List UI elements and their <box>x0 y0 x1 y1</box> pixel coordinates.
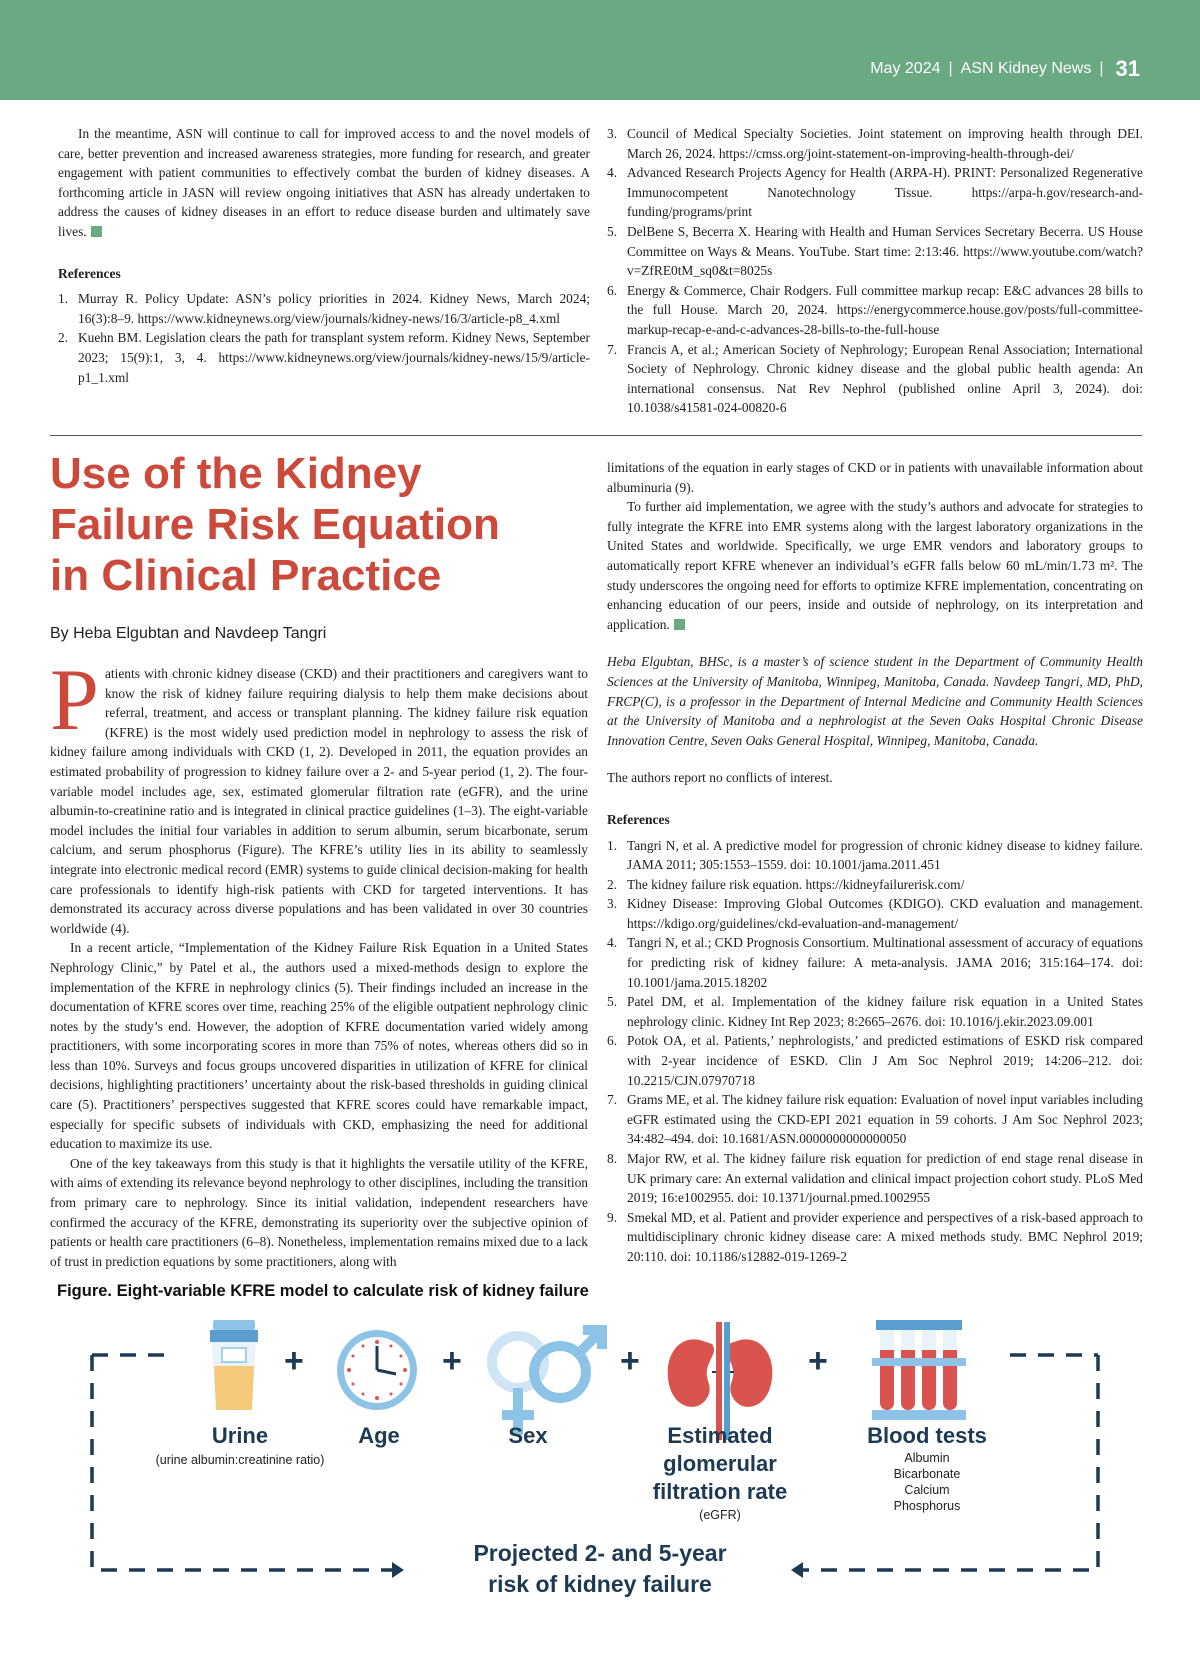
kfre-figure <box>0 1300 1200 1657</box>
page-number: 31 <box>1115 56 1140 81</box>
blood-tests-list: Albumin Bicarbonate Calcium Phosphorus <box>893 1451 961 1513</box>
article-title: Use of the Kidney Failure Risk Equation in Clinical Practice <box>50 449 500 600</box>
outcome-label: Projected 2- and 5-year risk of kidney failure <box>473 1540 727 1597</box>
reference-item: 9. Smekal MD, et al. Patient and provider experience and perspectives of a risk-based approach to multidisciplinary chronic kidney disease care: A mixed methods study. BMC Nephrol 2019; 20:110. doi: 10.1186/s12882-019-1269-2 <box>607 1209 1143 1264</box>
prev-article-right-column <box>607 124 1143 418</box>
plus-sign: + <box>808 1342 828 1380</box>
article-byline: By Heba Elgubtan and Navdeep Tangri <box>50 625 327 642</box>
reference-item: 6. Potok OA, et al. Patients,’ nephrologists,’ and predicted estimations of ESKD risk compared with 2-year incidence of ESKD. Clin J Am Soc Nephrol 2019; 14:206–212. doi: 10.2215/CJN.07970718 <box>607 1033 1143 1088</box>
article-paragraph-3: One of the key takeaways from this study is that it highlights the versatile utility of the KFRE, with aims of extending its relevance beyond nephrology to other disciplines, including the transition from primary care to nephrology. Since its initial validation, independent researchers have confirmed the accuracy of the KFRE, demonstrating its superiority over the subjective opinion of patients or health care practitioners (6–8). Nonetheless, implementation remains mixed due to a lack of trust in prediction equations by some practitioners, along with <box>50 1155 588 1269</box>
header-publication: ASN Kidney News <box>960 60 1092 77</box>
end-mark-icon <box>91 226 102 237</box>
reference-item: 4. Advanced Research Projects Agency for Health (ARPA-H). PRINT: Personalized Regenerative Immunocompetent Nanotechnology Tissue. https://arpa-h.gov/research-and-funding/programs/print <box>607 165 1143 220</box>
urine-sublabel: (urine albumin:creatinine ratio) <box>155 1453 325 1467</box>
plus-sign: + <box>284 1342 304 1380</box>
conflict-statement: The authors report no conflicts of interest. <box>607 770 833 786</box>
reference-item: 1. Tangri N, et al. A predictive model for progression of chronic kidney disease to kidney failure. JAMA 2011; 305:1553–1559. doi: 10.1001/jama.2011.451 <box>607 837 1143 873</box>
urine-label: Urine <box>211 1423 269 1448</box>
section-divider <box>50 435 1142 436</box>
figure-title: Figure. Eight-variable KFRE model to calculate risk of kidney failure <box>57 1282 589 1300</box>
arrowhead-right-icon <box>392 1562 404 1578</box>
header-date: May 2024 <box>870 60 941 77</box>
article-right-column <box>607 458 1143 1267</box>
end-mark-icon <box>674 619 685 630</box>
header-band <box>0 0 1200 100</box>
article-paragraph-1: atients with chronic kidney disease (CKD) and their practitioners and caregivers want to know the risk of kidney failure requiring dialysis to help them make decisions about referral, treatment, and access or transplant planning. The kidney failure risk equation (KFRE) is the most widely used prediction model in nephrology to assess the risk of kidney failure among individuals with CKD (1, 2). Developed in 2011, the equation provides an estimated probability of progression to kidney failure over a 2- and 5-year period (1, 2). The four-variable model includes age, sex, estimated glomerular filtration rate (eGFR), and the urine albumin-to-creatinine ratio and is integrated in clinical practice guidelines (1–3). The eight-variable model includes the initial four variables in addition to serum albumin, serum bicarbonate, serum calcium, and serum phosphorus (Figure). The KFRE’s utility lies in its ability to seamlessly integrate into electronic medical record (EMR) systems to guide clinical decision-making for health care professionals to identify high-risk patients with CKD for targeted interventions. It has demonstrated its accuracy across diverse populations and has been validated in over 30 countries worldwide (4). <box>50 666 588 936</box>
prev-references-list-a <box>58 289 590 387</box>
test-tubes-icon <box>872 1320 966 1420</box>
egfr-sublabel: (eGFR) <box>699 1508 741 1522</box>
article-references-heading: References <box>607 811 670 827</box>
reference-item: 7. Francis A, et al.; American Society of Nephrology; European Renal Association; International Society of Nephrology. Chronic kidney disease and the global public health agenda: An international consensus. Nat Rev Nephrol (published online April 3, 2024). doi: 10.1038/s41581-024-00820-6 <box>607 341 1143 416</box>
prev-article-left-column <box>58 124 590 387</box>
sex-label: Sex <box>508 1423 548 1448</box>
arrowhead-left-icon <box>791 1562 803 1578</box>
reference-item: 3. Council of Medical Specialty Societies. Joint statement on improving health through DEI. March 26, 2024. https://cmss.org/joint-statement-on-improving-health-through-dei/ <box>607 126 1143 161</box>
egfr-label: Estimated glomerular filtration rate <box>652 1423 788 1504</box>
clock-icon <box>337 1330 417 1410</box>
reference-item: 2. The kidney failure risk equation. https://kidneyfailurerisk.com/ <box>607 876 965 892</box>
article-left-column <box>50 652 588 1271</box>
article-references-list <box>607 836 1143 1267</box>
reference-item: 7. Grams ME, et al. The kidney failure risk equation: Evaluation of novel input variables including eGFR estimated using the CKD-EPI 2021 equation in 59 cohorts. J Am Soc Nephrol 2023; 34:482–494. doi: 10.1681/ASN.0000000000000050 <box>607 1092 1143 1147</box>
reference-item: 3. Kidney Disease: Improving Global Outcomes (KDIGO). CKD evaluation and management. https://kdigo.org/guidelines/ckd-evaluation-and-management/ <box>607 896 1143 931</box>
plus-sign: + <box>442 1342 462 1380</box>
prev-references-heading: References <box>58 265 121 281</box>
reference-item: 6. Energy & Commerce, Chair Rodgers. Full committee markup recap: E&C advances 28 bills to the full House. March 20, 2024. https://energycommerce.house.gov/posts/full-committee-markup-recap-e-and-c-advances-28-bills-to-the-full-house <box>607 282 1143 337</box>
drop-cap: P <box>50 652 99 749</box>
reference-item: 1. Murray R. Policy Update: ASN’s policy priorities in 2024. Kidney News, March 2024; 16(3):8–9. https://www.kidneynews.org/view/journals/kidney-news/16/3/article-p8_4.xml <box>58 291 590 326</box>
plus-sign: + <box>620 1342 640 1380</box>
author-bio: Heba Elgubtan, BHSc, is a master’s of science student in the Department of Community Health Sciences at the University of Manitoba, Winnipeg, Manitoba, Canada. Navdeep Tangri, MD, PhD, FRCP(C), is a professor in the Department of Internal Medicine and Community Health Sciences at the University of Manitoba and a nephrologist at the Seven Oaks Hospital Chronic Disease Innovation Centre, Seven Oaks General Hospital, Winnipeg, Manitoba, Canada. <box>607 654 1143 748</box>
age-label: Age <box>358 1423 400 1448</box>
gender-symbols-icon <box>492 1330 602 1435</box>
reference-item: 8. Major RW, et al. The kidney failure risk equation for prediction of end stage renal disease in UK primary care: An external validation and clinical impact projection cohort study. PLoS Med 2019; 16:e1002955. doi: 10.1371/journal.pmed.1002955 <box>607 1151 1143 1206</box>
urine-cup-icon <box>210 1320 258 1410</box>
prev-references-list-b <box>607 124 1143 418</box>
reference-item: 5. DelBene S, Becerra X. Hearing with Health and Human Services Secretary Becerra. US House Committee on Ways & Means. YouTube. Start time: 2:13:46. https://www.youtube.com/watch?v=ZfRE0tM_sq0&t=8025s <box>607 223 1143 279</box>
prev-article-paragraph: In the meantime, ASN will continue to call for improved access to and the novel models of care, better prevention and increased awareness strategies, more funding for research, and greater engagement with patient communities to effectively combat the burden of kidney diseases. A forthcoming article in JASN will review ongoing initiatives that ASN has already undertaken to address the causes of kidney diseases in an effort to reduce disease burden and ultimately save lives. <box>58 126 590 239</box>
running-header: May 2024 | ASN Kidney News | 31 <box>870 56 1140 81</box>
article-paragraph-2: In a recent article, “Implementation of the Kidney Failure Risk Equation in a United States Nephrology Clinic,” by Patel et al., the authors used a mixed-methods design to explore the implementation of the KFRE in nephrology clinics (5). Their findings included an increase in the documentation of KFRE scores over time, reaching 25% of the eligible outpatient nephrology clinic notes by the study’s end. However, the adoption of KFRE documentation varied widely among practitioners, with some incorporating scores in more than 75% of notes, whereas others did so in less than 10%. Surveys and focus groups uncovered disparities in utilization of KFRE for clinical decisions, highlighting practitioners’ uncertainty about the risk-based thresholds in guiding clinical care (5). Practitioners’ perspectives suggested that KFRE scores could have remarkable impact, especially for specific subsets of individuals with CKD, emphasizing the need for additional education to maximize its use. <box>50 940 588 1152</box>
article-paragraph-4: limitations of the equation in early stages of CKD or in patients with unavailable information about albuminuria (9). <box>607 460 1143 495</box>
reference-item: 4. Tangri N, et al.; CKD Prognosis Consortium. Multinational assessment of accuracy of equations for predicting risk of kidney failure: A meta-analysis. JAMA 2016; 315:164–174. doi: 10.1001/jama.2015.18202 <box>607 935 1143 990</box>
reference-item: 5. Patel DM, et al. Implementation of the kidney failure risk equation in a United States nephrology clinic. Kidney Int Rep 2023; 8:2665–2676. doi: 10.1016/j.ekir.2023.09.001 <box>607 994 1143 1029</box>
blood-tests-label: Blood tests <box>867 1423 987 1448</box>
figure-graphics <box>0 1300 1200 1657</box>
reference-item: 2. Kuehn BM. Legislation clears the path for transplant system reform. Kidney News, September 2023; 15(9):1, 3, 4. https://www.kidneynews.org/view/journals/kidney-news/15/9/article-p1_1.xml <box>58 330 590 385</box>
article-paragraph-5: To further aid implementation, we agree with the study’s authors and advocate for strategies to fully integrate the KFRE into EMR systems along with the largest laboratory organizations in the United States and worldwide. Specifically, we urge EMR vendors and laboratory groups to automatically report KFRE whenever an individual’s eGFR falls below 60 mL/min/1.73 m². The study underscores the ongoing need for efforts to optimize KFRE implementation, concentrating on enhancing education of our peers, inside and outside of nephrology, on its interpretation and application. <box>607 499 1143 632</box>
